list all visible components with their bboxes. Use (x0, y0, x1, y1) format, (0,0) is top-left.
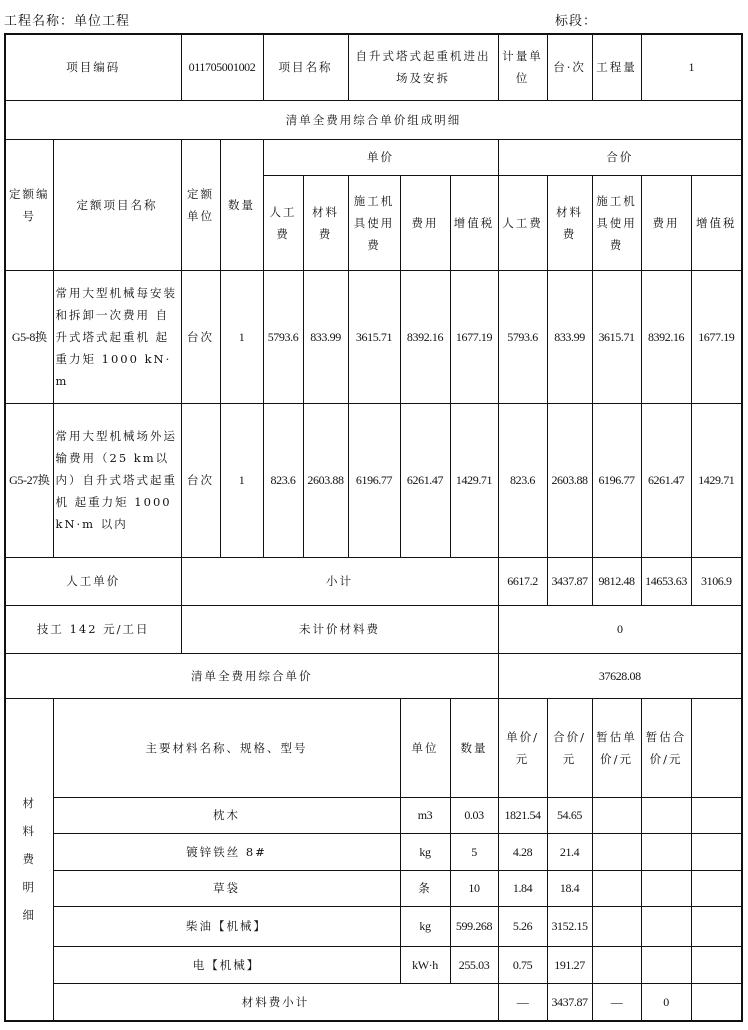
item-name: 自升式塔式起重机进出场及安拆 (348, 34, 498, 100)
list-item (5, 833, 742, 870)
materials-header-row (5, 698, 742, 797)
col-est-price: 暂估单价/元 (592, 698, 641, 797)
material-name: 柴油【机械】 (53, 906, 400, 946)
col-u-vat: 增值税 (450, 175, 498, 270)
labor-price-label: 人工单价 (5, 557, 181, 605)
header-row-1 (5, 139, 742, 175)
item-name-label: 项目名称 (263, 34, 348, 100)
item-code: 011705001002 (181, 34, 263, 100)
material-total: 18.4 (547, 870, 592, 906)
project-name-label: 工程名称：单位工程 (4, 14, 131, 29)
table-row (5, 403, 742, 557)
col-u-machine: 施工机具使用费 (348, 175, 400, 270)
material-name: 枕木 (53, 797, 400, 833)
quantity-value: 1 (641, 34, 742, 100)
subtotal-material: 3437.87 (547, 557, 592, 605)
row-u-fee: 8392.16 (400, 270, 450, 403)
wage-rate: 技工 142 元/工日 (5, 605, 181, 653)
row-unit: 台次 (181, 270, 220, 403)
col-u-material: 材料费 (303, 175, 348, 270)
subtotal-label: 小计 (181, 557, 498, 605)
col-t-material: 材料费 (547, 175, 592, 270)
row-u-material: 833.99 (303, 270, 348, 403)
material-price: 0.75 (498, 946, 547, 983)
col-u-labor: 人工费 (263, 175, 303, 270)
col-material-unit: 单位 (400, 698, 450, 797)
col-t-fee: 费用 (641, 175, 691, 270)
project-info-row (5, 34, 742, 100)
section-label: 标段： (555, 14, 598, 29)
section-title: 清单全费用综合单价组成明细 (5, 100, 742, 139)
col-u-fee: 费用 (400, 175, 450, 270)
composite-price-value: 37628.08 (498, 653, 742, 698)
empty-cell (691, 983, 742, 1021)
materials-subtotal-est-total: 0 (641, 983, 691, 1021)
row-t-machine: 6196.77 (592, 403, 641, 557)
row-t-labor: 823.6 (498, 403, 547, 557)
unpriced-material-row (5, 605, 742, 653)
materials-subtotal-price: — (498, 983, 547, 1021)
subtotal-row (5, 557, 742, 605)
material-unit: kg (400, 906, 450, 946)
row-code: G5-8换 (5, 270, 53, 403)
material-unit: m3 (400, 797, 450, 833)
col-quota-name: 定额项目名称 (53, 139, 181, 270)
material-qty: 599.268 (450, 906, 498, 946)
col-t-vat: 增值税 (691, 175, 742, 270)
row-qty: 1 (220, 270, 263, 403)
row-u-fee: 6261.47 (400, 403, 450, 557)
material-unit: kg (400, 833, 450, 870)
row-unit: 台次 (181, 403, 220, 557)
material-est-total (641, 906, 691, 946)
list-item (5, 797, 742, 833)
table-row (5, 270, 742, 403)
row-t-fee: 6261.47 (641, 403, 691, 557)
empty-cell (691, 946, 742, 983)
list-item (5, 906, 742, 946)
material-unit: kW·h (400, 946, 450, 983)
col-material-price: 单价/元 (498, 698, 547, 797)
material-est-price (592, 870, 641, 906)
row-t-fee: 8392.16 (641, 270, 691, 403)
material-est-total (641, 946, 691, 983)
material-price: 4.28 (498, 833, 547, 870)
materials-subtotal-total: 3437.87 (547, 983, 592, 1021)
row-name: 常用大型机械每安装和拆卸一次费用 自升式塔式起重机 起重力矩 1000 kN·m (53, 270, 181, 403)
col-quantity: 数量 (220, 139, 263, 270)
row-u-labor: 5793.6 (263, 270, 303, 403)
list-item (5, 946, 742, 983)
section-title-row (5, 100, 742, 139)
col-material-total: 合价/元 (547, 698, 592, 797)
material-total: 191.27 (547, 946, 592, 983)
col-quota-code: 定额编号 (5, 139, 53, 270)
material-qty: 5 (450, 833, 498, 870)
unit-price-analysis-table (4, 33, 743, 1022)
quantity-label: 工程量 (592, 34, 641, 100)
material-est-price (592, 946, 641, 983)
col-est-total: 暂估合价/元 (641, 698, 691, 797)
unpriced-material-label: 未计价材料费 (181, 605, 498, 653)
col-quota-unit: 定额单位 (181, 139, 220, 270)
material-unit: 条 (400, 870, 450, 906)
list-item (5, 870, 742, 906)
row-u-vat: 1429.71 (450, 403, 498, 557)
row-qty: 1 (220, 403, 263, 557)
row-t-labor: 5793.6 (498, 270, 547, 403)
empty-cell (691, 797, 742, 833)
row-t-material: 2603.88 (547, 403, 592, 557)
row-u-machine: 6196.77 (348, 403, 400, 557)
materials-subtotal-est-price: — (592, 983, 641, 1021)
materials-subtotal-row (5, 983, 742, 1021)
material-est-price (592, 797, 641, 833)
unpriced-material-value: 0 (498, 605, 742, 653)
col-t-machine: 施工机具使用费 (592, 175, 641, 270)
col-total-price: 合价 (498, 139, 742, 175)
material-qty: 10 (450, 870, 498, 906)
row-code: G5-27换 (5, 403, 53, 557)
composite-price-label: 清单全费用综合单价 (5, 653, 498, 698)
subtotal-labor: 6617.2 (498, 557, 547, 605)
material-name: 草袋 (53, 870, 400, 906)
material-total: 3152.15 (547, 906, 592, 946)
measure-unit: 台·次 (547, 34, 592, 100)
col-material-name: 主要材料名称、规格、型号 (53, 698, 400, 797)
material-price: 5.26 (498, 906, 547, 946)
row-u-vat: 1677.19 (450, 270, 498, 403)
row-u-labor: 823.6 (263, 403, 303, 557)
material-est-price (592, 833, 641, 870)
empty-cell (691, 833, 742, 870)
item-code-label: 项目编码 (5, 34, 181, 100)
row-t-vat: 1677.19 (691, 270, 742, 403)
material-est-price (592, 906, 641, 946)
composite-price-row (5, 653, 742, 698)
subtotal-vat: 3106.9 (691, 557, 742, 605)
material-total: 54.65 (547, 797, 592, 833)
material-qty: 0.03 (450, 797, 498, 833)
material-est-total (641, 833, 691, 870)
subtotal-machine: 9812.48 (592, 557, 641, 605)
measure-unit-label: 计量单位 (498, 34, 547, 100)
row-u-machine: 3615.71 (348, 270, 400, 403)
material-qty: 255.03 (450, 946, 498, 983)
material-price: 1821.54 (498, 797, 547, 833)
col-material-qty: 数量 (450, 698, 498, 797)
material-price: 1.84 (498, 870, 547, 906)
material-est-total (641, 870, 691, 906)
col-t-labor: 人工费 (498, 175, 547, 270)
row-u-material: 2603.88 (303, 403, 348, 557)
row-t-machine: 3615.71 (592, 270, 641, 403)
materials-side-label: 材料费明细 (5, 698, 53, 1021)
row-t-material: 833.99 (547, 270, 592, 403)
row-name: 常用大型机械场外运输费用（25 km以内）自升式塔式起重机 起重力矩 1000 kN·m 以内 (53, 403, 181, 557)
empty-cell (691, 870, 742, 906)
empty-cell (691, 906, 742, 946)
materials-subtotal-label: 材料费小计 (53, 983, 498, 1021)
empty-cell (691, 698, 742, 797)
material-name: 镀锌铁丝 8# (53, 833, 400, 870)
col-unit-price: 单价 (263, 139, 498, 175)
material-est-total (641, 797, 691, 833)
material-name: 电【机械】 (53, 946, 400, 983)
subtotal-fee: 14653.63 (641, 557, 691, 605)
material-total: 21.4 (547, 833, 592, 870)
row-t-vat: 1429.71 (691, 403, 742, 557)
